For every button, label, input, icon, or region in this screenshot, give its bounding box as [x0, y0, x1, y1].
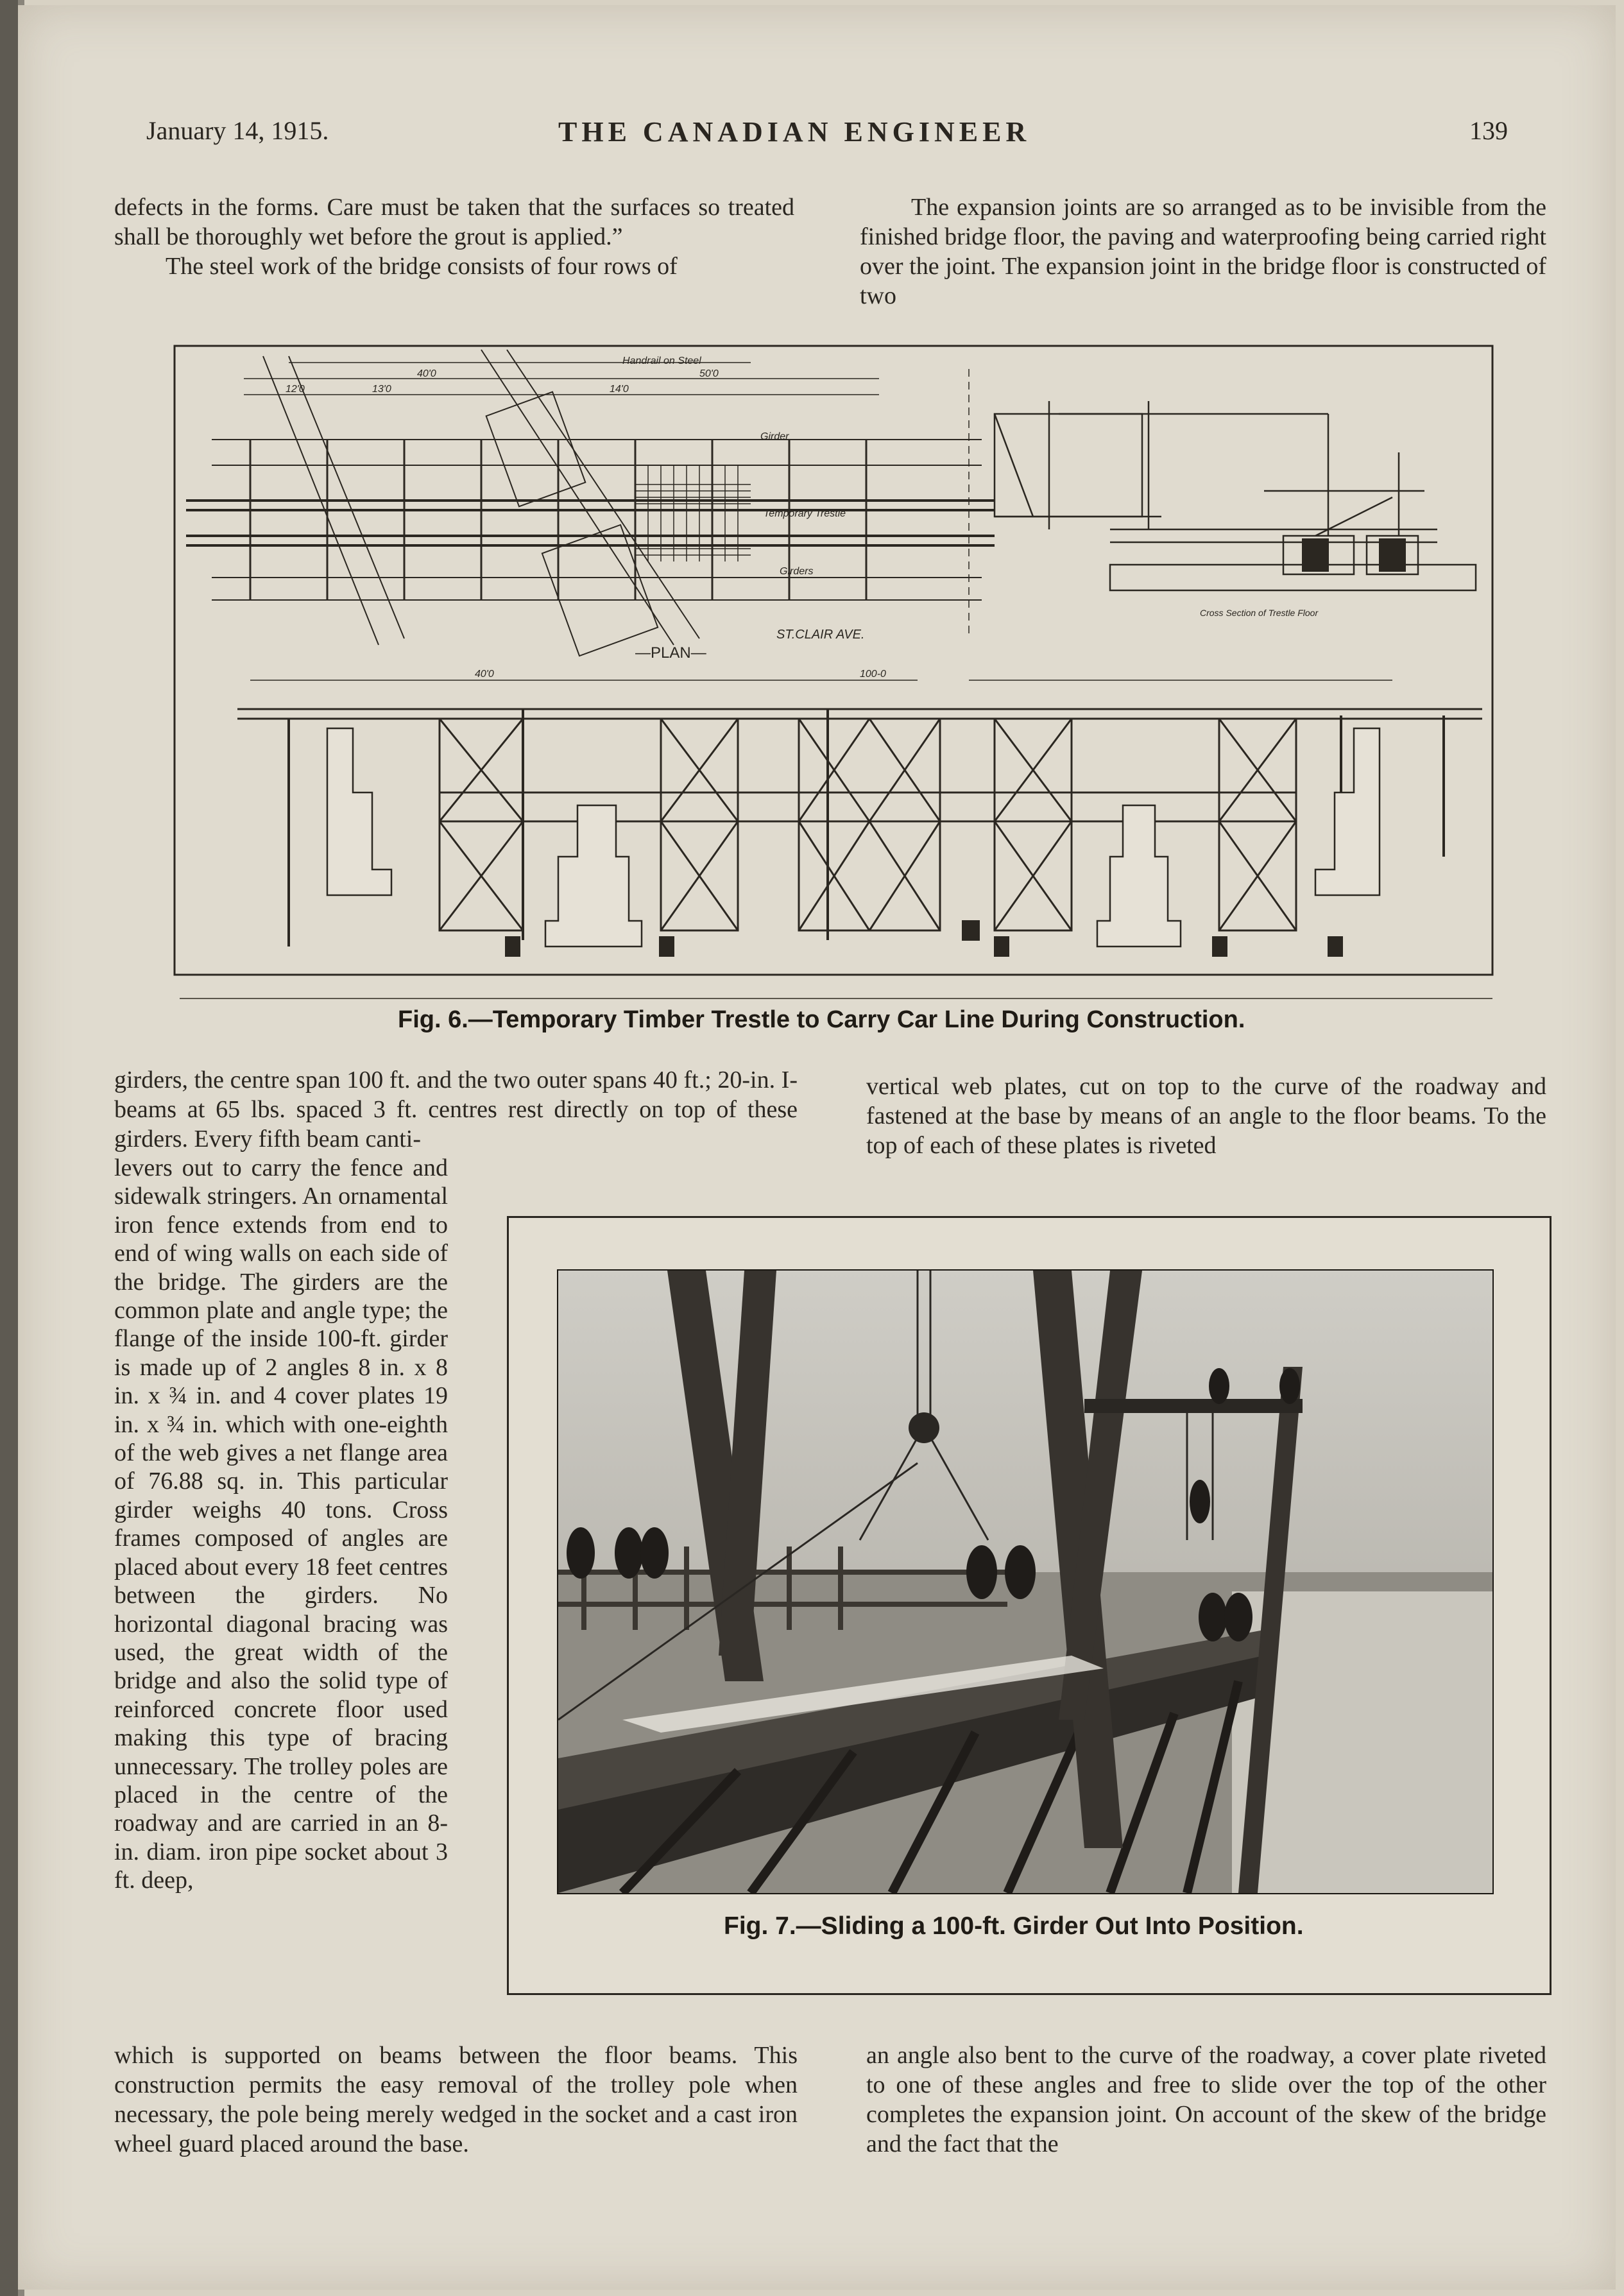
- label-dim-13: 13'0: [372, 384, 391, 395]
- figure-6-rule: [180, 998, 1492, 999]
- narrow-paragraph: levers out to carry the fence and sidewalk stringers. An ornamental iron fence extends from end to end of wing walls on each side of the bridge. The girders are the common plate and angle type; the flange of the inside 100-ft. girder is made up of 2 angles 8 in. x 8 in. x ¾ in. and 4 cover plates 19 in. x ¾ in. which with one-eighth of the web gives a net flange area of 76.88 sq. in. This particular girder weighs 40 tons. Cross frames composed of angles are placed about every 18 feet centres between the girders. No horizontal diagonal bracing was used, the great width of the bridge and also the solid type of reinforced concrete floor used making this type of bracing unnecessary. The trolley poles are placed in the centre of the roadway and are carried in an 8-in. diam. iron pipe socket about 3 ft. deep,: [114, 1154, 448, 1894]
- figure-6-drawing: [173, 343, 1495, 985]
- page-number: 139: [1469, 116, 1508, 145]
- top-left-column: [114, 193, 794, 281]
- label-dim-14: 14'0: [610, 384, 629, 395]
- label-elev-40: 40'0: [475, 669, 494, 680]
- label-temporary-trestle: Temporary Trestle: [764, 508, 846, 519]
- paragraph: vertical web plates, cut on top to the curve of the roadway and fastened at the base by means of an angle to the floor beams. To the top of each of these plates is riveted: [866, 1073, 1546, 1159]
- label-dim-12: 12'0: [286, 384, 305, 395]
- label-elev-100: 100-0: [860, 669, 886, 680]
- paragraph: girders, the centre span 100 ft. and the two outer spans 40 ft.; 20-in. I-beams at 65 lbs. spaced 3 ft. centres rest directly on top of these girders. Every fifth beam canti-: [114, 1067, 798, 1152]
- label-dim-50: 50'0: [699, 368, 719, 379]
- label-cross-section: Cross Section of Trestle Floor: [1200, 608, 1319, 618]
- paragraph: defects in the forms. Care must be taken that the surfaces so treated shall be thoroughly wet before the grout is applied.”: [114, 194, 794, 250]
- book-spine: [0, 0, 18, 2296]
- paragraph: an angle also bent to the curve of the roadway, a cover plate riveted to one of these angles and free to slide over the top of the other completes the expansion joint. On account of the skew of the bridge and the fact that the: [866, 2042, 1546, 2157]
- label-st-clair: ST.CLAIR AVE.: [776, 628, 865, 642]
- label-dim-40: 40'0: [417, 368, 436, 379]
- journal-title: THE CANADIAN ENGINEER: [558, 116, 1031, 148]
- label-girders: Girders: [780, 566, 814, 577]
- figure-7-caption: Fig. 7.—Sliding a 100-ft. Girder Out Into Position.: [724, 1912, 1304, 1940]
- label-girder: Girder: [760, 431, 789, 442]
- paragraph: The expansion joints are so arranged as to be invisible from the finished bridge floor, the paving and waterproofing being carried right over the joint. The expansion joint in the bridge floor is constructed of two: [860, 194, 1546, 309]
- top-right-column: [860, 193, 1546, 311]
- label-plan: —PLAN—: [635, 644, 706, 662]
- figure-6-caption: Fig. 6.—Temporary Timber Trestle to Carry Car Line During Construction.: [398, 1006, 1245, 1033]
- paragraph: which is supported on beams between the floor beams. This construction permits the easy removal of the trolley pole when necessary, the pole being merely wedged in the socket and a cast iron wheel guard placed around the base.: [114, 2042, 798, 2157]
- girder-photo-illustration: [558, 1271, 1492, 1893]
- label-handrail: Handrail on Steel: [622, 356, 701, 366]
- paragraph: The steel work of the bridge consists of four rows of: [166, 253, 678, 280]
- figure-7-photo: [557, 1269, 1494, 1894]
- header-date: January 14, 1915.: [146, 116, 329, 145]
